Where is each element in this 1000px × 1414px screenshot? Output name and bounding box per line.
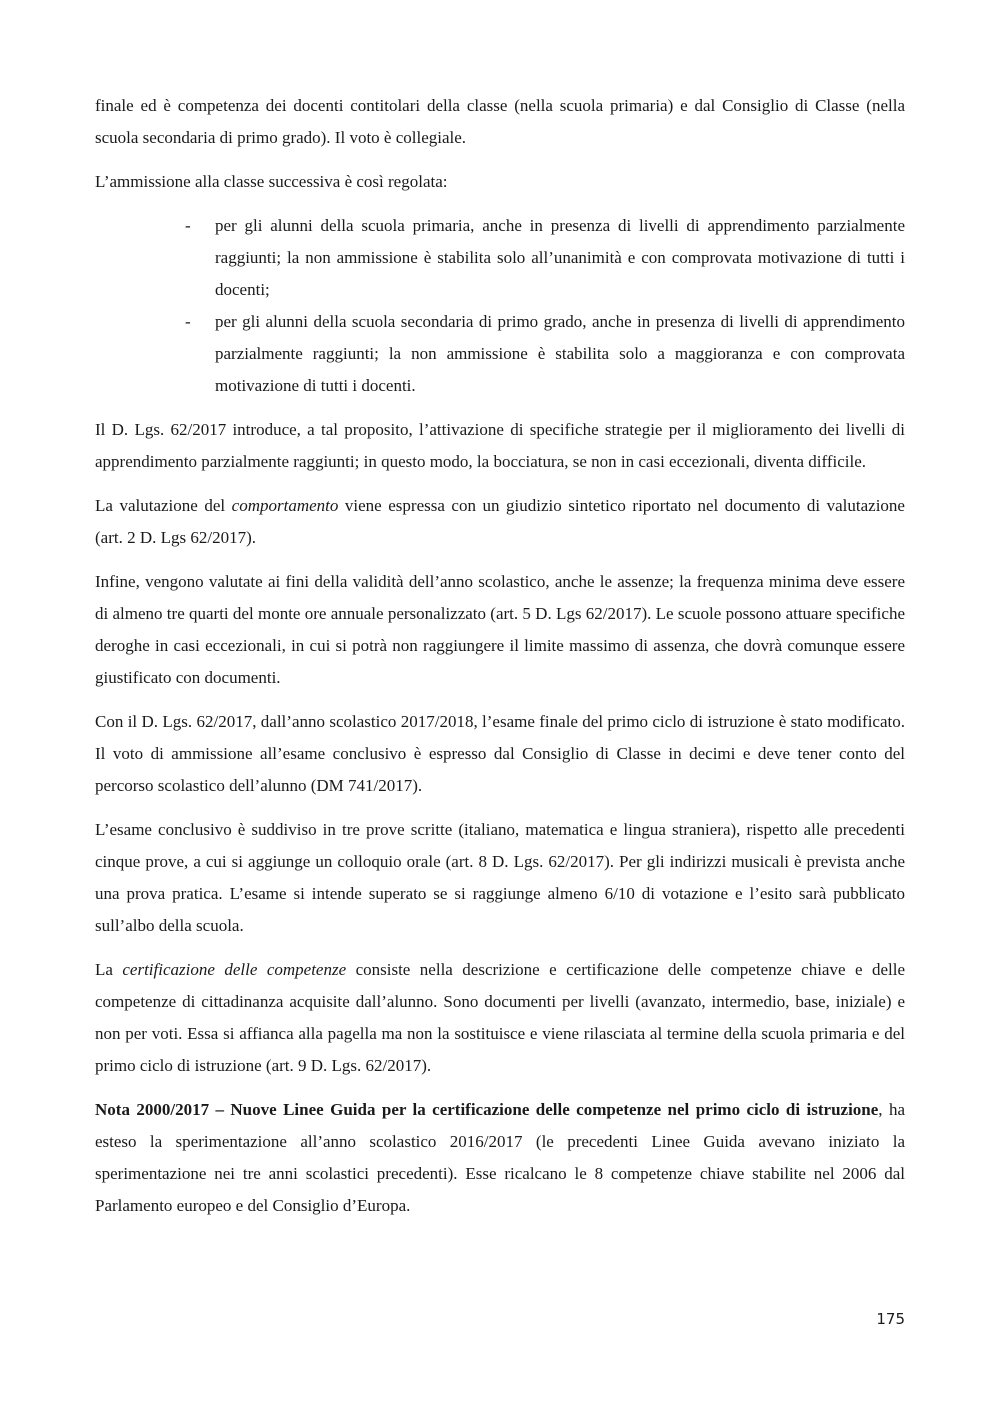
dash-marker: - [185,216,191,235]
paragraph-dlgs-strategie: Il D. Lgs. 62/2017 introduce, a tal proposito, l’attivazione di specifiche strategie per il miglioramento dei livelli di apprendimento parzialmente raggiunti; in questo modo, la bocciatura, se non in casi eccezionali, diventa difficile. [95,420,905,471]
paragraph-assenze: Infine, vengono valutate ai fini della validità dell’anno scolastico, anche le assenze; la frequenza minima deve essere di almeno tre quarti del monte ore annuale personalizzato (art. 5 D. Lgs 62/2017). Le scuole possono attuare specifiche deroghe in casi eccezionali, in cui si potrà non raggiungere il limite massimo di assenza, che dovrà comunque essere giustificato con documenti. [95,572,905,687]
paragraph-prove-esame: L’esame conclusivo è suddiviso in tre prove scritte (italiano, matematica e lingua straniera), rispetto alle precedenti cinque prove, a cui si aggiunge un colloquio orale (art. 8 D. Lgs. 62/2017). Per gli indirizzi musicali è prevista anche una prova pratica. L’esame si intende superato se si raggiunge almeno 6/10 di votazione e l’esito sarà pubblicato sull’albo della scuola. [95,820,905,935]
italic-term: comportamento [231,496,339,515]
paragraph-ammissione-intro: L’ammissione alla classe successiva è così regolata: [95,172,448,191]
paragraph-voto-collegiale: finale ed è competenza dei docenti contitolari della classe (nella scuola primaria) e dal Consiglio di Classe (nella scuola secondaria di primo grado). Il voto è collegiale. [95,96,905,147]
page-body [95,90,905,1234]
page-number: 175 [876,1310,905,1328]
list-item-text: per gli alunni della scuola primaria, anche in presenza di livelli di apprendimento parzialmente raggiunti; la non ammissione è stabilita solo all’unanimità e con comprovata motivazione di tutti i docenti; [215,216,905,299]
ammissione-list [95,210,905,402]
text-run: viene espressa con un giudizio sintetico riportato nel documento di valutazione (art. 2 D. Lgs 62/2017). [95,496,905,547]
list-item-text: per gli alunni della scuola secondaria di primo grado, anche in presenza di livelli di apprendimento parzialmente raggiunti; la non ammissione è stabilita solo a maggioranza e con comprovata motivazione di tutti i docenti. [215,312,905,395]
text-run: , ha esteso la sperimentazione all’anno scolastico 2016/2017 (le precedenti Linee Guida avevano iniziato la sperimentazione nei tre anni scolastici precedenti). Esse ricalcano le 8 competenze chiave stabilite nel 2006 dal Parlamento europeo e del Consiglio d’Europa. [95,1100,906,1215]
list-item [185,306,905,402]
text-run: consiste nella descrizione e certificazione delle competenze chiave e delle competenze di cittadinanza acquisite dall’alunno. Sono documenti per livelli (avanzato, intermedio, base, iniziale) e non per voti. Essa si affianca alla pagella ma non la sostituisce e viene rilasciata al termine della scuola primaria e del primo ciclo di istruzione (art. 9 D. Lgs. 62/2017). [95,960,905,1075]
text-run: La valutazione del [95,496,232,515]
paragraph-esame-finale: Con il D. Lgs. 62/2017, dall’anno scolastico 2017/2018, l’esame finale del primo ciclo di istruzione è stato modificato. Il voto di ammissione all’esame conclusivo è espresso dal Consiglio di Classe in decimi e deve tener conto del percorso scolastico dell’alunno (DM 741/2017). [95,712,905,795]
paragraph-nota-2000 [95,1094,905,1222]
list-item [185,210,905,306]
paragraph-certificazione [95,954,905,1082]
text-run: La [95,960,123,979]
dash-marker: - [185,312,191,331]
bold-heading-run: Nota 2000/2017 – Nuove Linee Guida per la certificazione delle competenze nel primo ciclo di istruzione [95,1100,879,1119]
paragraph-comportamento [95,490,905,554]
italic-term: certificazione delle competenze [122,960,347,979]
